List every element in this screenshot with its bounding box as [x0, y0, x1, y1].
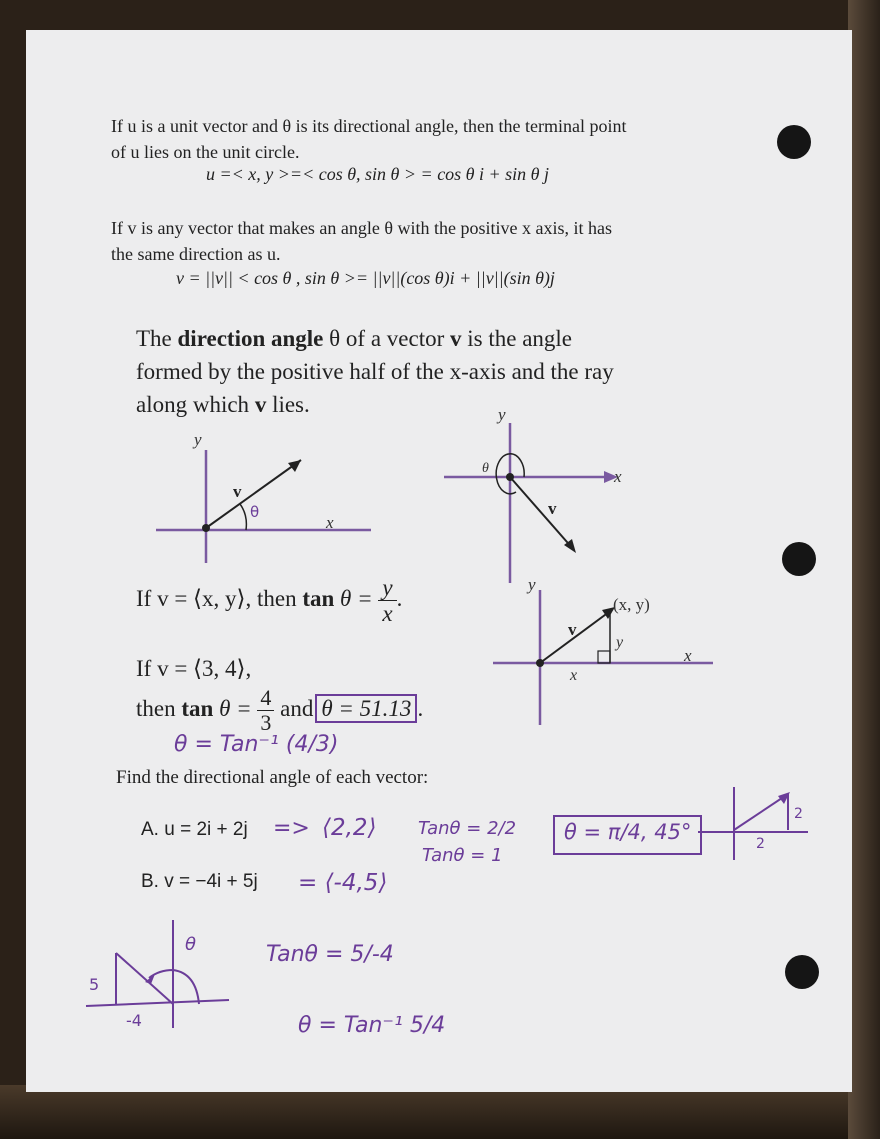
definition-line3: [136, 388, 310, 421]
definition-text: along which: [136, 392, 250, 417]
diagram-first-quadrant: [156, 425, 376, 565]
tan-word: tan: [302, 586, 335, 612]
a-side-label: 2: [756, 836, 765, 852]
example-line1: If v = ⟨3, 4⟩,: [136, 656, 252, 681]
x-axis-label: x: [614, 467, 622, 486]
y-component-label: y: [616, 634, 624, 651]
b-label-5: 5: [89, 975, 100, 994]
definition-vector: v: [450, 326, 462, 351]
definition-text: θ of a vector: [329, 326, 445, 351]
x-component-label: x: [570, 667, 578, 684]
b-tan-step: Tanθ = 5/-4: [266, 942, 394, 967]
a-side-label: 2: [794, 806, 803, 822]
y-axis-label: y: [528, 575, 536, 594]
diagram-fourth-quadrant: [444, 405, 644, 588]
definition-vector: v: [254, 392, 267, 417]
fraction-denominator: x: [382, 601, 393, 627]
a-tan-step1: Tanθ = 2/2: [418, 818, 517, 839]
fraction-numerator: y: [378, 575, 396, 601]
paragraph2-line1: If v is any vector that makes an angle θ with the positive x axis, it has: [111, 218, 613, 238]
y-axis-label: y: [194, 430, 202, 449]
binder-hole: [785, 955, 819, 989]
tan-fraction: [378, 575, 396, 627]
worksheet-page: [26, 30, 852, 1092]
paragraph2-line2: the same direction as u.: [111, 244, 281, 264]
b-theta-step: θ = Tan⁻¹ 5/4: [298, 1013, 446, 1038]
definition-text: is the angle: [467, 326, 572, 351]
diagram-components: [488, 575, 728, 725]
a-tan-step2: Tanθ = 1: [422, 845, 503, 866]
period: .: [396, 586, 403, 612]
desk-background-bottom: [0, 1085, 880, 1139]
b-label-theta: θ: [185, 934, 197, 955]
binder-hole: [782, 542, 816, 576]
theta-label: θ: [482, 461, 489, 476]
example-fraction: [257, 686, 274, 735]
tan-rule-text: If v = ⟨x, y⟩, then: [136, 586, 297, 612]
a-answer: θ = π/4, 45°: [564, 820, 692, 844]
period: .: [417, 695, 424, 721]
exercise-a: A. u = 2i + 2j: [141, 819, 248, 840]
a-sketch: [698, 782, 808, 862]
unit-vector-equation: u =< x, y >=< cos θ, sin θ > = cos θ i + sin θ j: [206, 164, 550, 184]
angle-result: θ = 51.13: [321, 695, 412, 721]
example-line2: [136, 686, 423, 735]
definition-line2: formed by the positive half of the x-axis and the ray: [136, 359, 614, 384]
vector-magnitude-equation: v = ||v|| < cos θ , sin θ >= ||v||(cos θ)i + ||v||(sin θ)j: [176, 268, 555, 288]
vector-label: v: [568, 620, 577, 639]
paragraph1-line2: of u lies on the unit circle.: [111, 142, 300, 162]
point-label: (x, y): [613, 595, 650, 614]
theta-label: θ: [250, 503, 260, 521]
paragraph1-line1: If u is a unit vector and θ is its directional angle, then the terminal point: [111, 116, 627, 136]
vector-label: v: [548, 499, 557, 518]
definition-text: The: [136, 326, 172, 351]
and-word: and: [280, 695, 314, 721]
desk-background-right: [848, 0, 880, 1139]
exercise-prompt: Find the directional angle of each vector:: [116, 767, 429, 788]
result-box: [315, 694, 417, 723]
exercise-b: B. v = −4i + 5j: [141, 871, 258, 892]
then-word: then: [136, 695, 176, 721]
x-axis-label: x: [684, 646, 692, 665]
arctan-work: θ = Tan⁻¹ (4/3): [174, 732, 339, 757]
tan-rule: [136, 575, 402, 627]
definition-term: direction angle: [177, 326, 324, 351]
theta-equals: θ =: [219, 695, 252, 721]
definition-text: lies.: [272, 392, 310, 417]
b-vector: = ⟨-4,5⟩: [298, 870, 388, 896]
x-axis-label: x: [326, 513, 334, 532]
theta-equals: θ =: [340, 586, 373, 612]
tan-word: tan: [181, 695, 214, 721]
vector-label: v: [233, 482, 242, 501]
a-vector: ⟨2,2⟩: [322, 815, 377, 841]
b-label-neg4: -4: [126, 1011, 142, 1030]
fraction-numerator: 4: [257, 686, 274, 711]
a-arrow: =>: [273, 816, 310, 841]
definition-line1: [136, 322, 572, 355]
y-axis-label: y: [498, 405, 506, 424]
fraction-denominator: 3: [260, 710, 272, 736]
b-sketch: [81, 918, 231, 1033]
binder-hole: [777, 125, 811, 159]
